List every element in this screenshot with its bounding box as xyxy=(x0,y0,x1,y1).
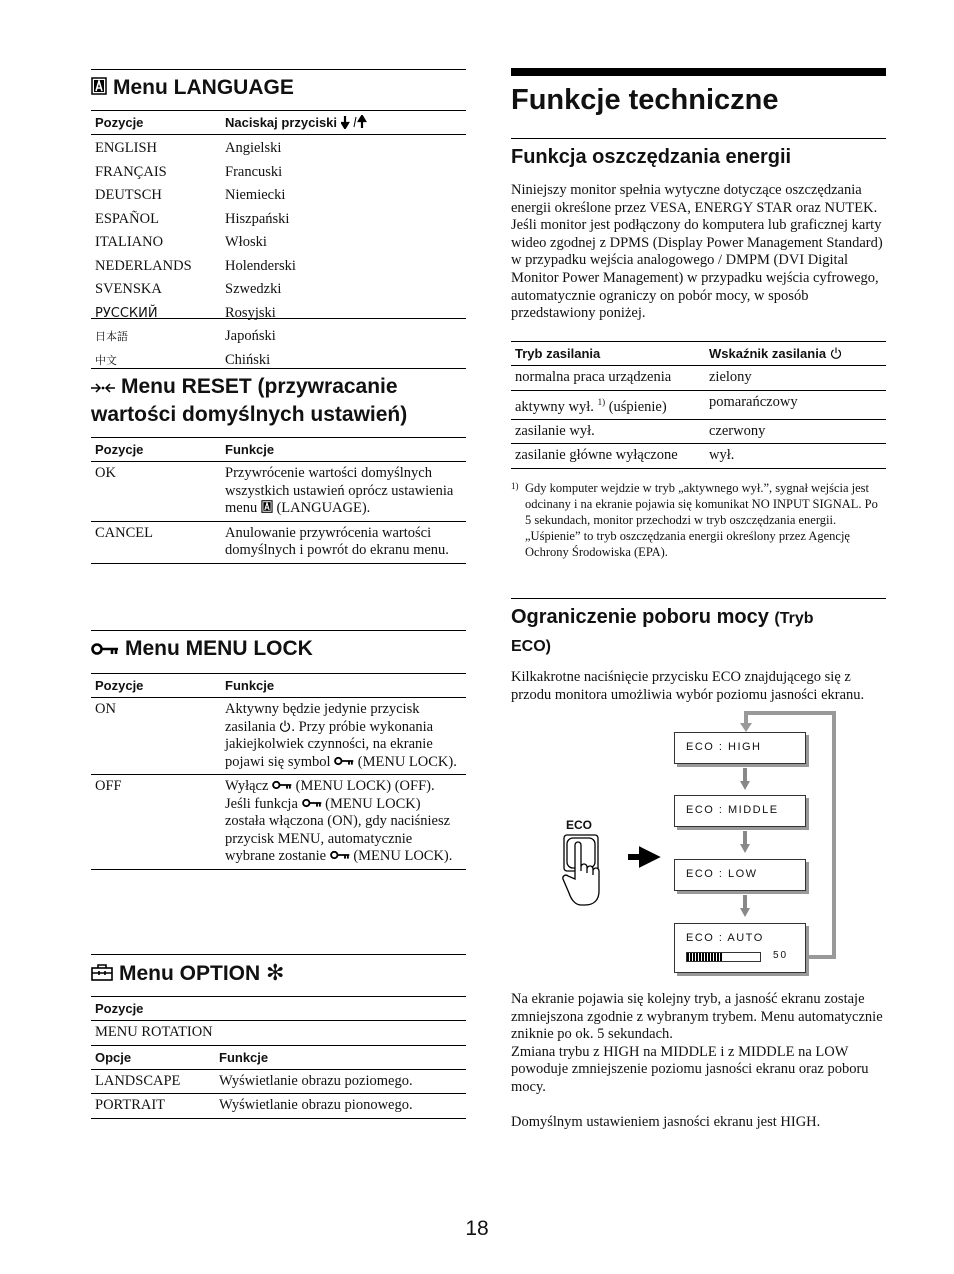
eco-section-title: Ograniczenie poboru mocy (Tryb ECO) xyxy=(511,598,886,660)
table-row: ITALIANO Włoski xyxy=(95,234,267,250)
table-row: ENGLISH Angielski xyxy=(95,140,282,156)
key-icon xyxy=(302,798,322,808)
power-mode-table xyxy=(511,341,886,469)
key-icon xyxy=(91,636,119,663)
language-col-buttons: Naciskaj przyciski xyxy=(221,111,466,135)
reset-col-functions: Funkcje xyxy=(221,438,466,462)
table-row: DEUTSCH Niemiecki xyxy=(95,187,286,203)
menulock-col-items: Pozycje xyxy=(91,674,221,698)
table-row: CANCEL Anulowanie przywrócenia wartości domyślnych i powrót do ekranu menu. xyxy=(91,521,466,563)
page-number: 18 xyxy=(465,1217,489,1240)
osd-eco-auto: ECO : AUTO 50 xyxy=(674,923,806,973)
table-row: zasilanie wył. czerwony xyxy=(511,419,886,444)
table-row: 日本語 Japoński xyxy=(95,328,276,344)
toolbox-icon xyxy=(91,961,113,988)
menulock-section-title: Menu MENU LOCK xyxy=(91,630,466,663)
table-row: aktywny wył. $^{1)}$ (uśpienie) pomarańczowy xyxy=(511,390,886,419)
osd-eco-middle: ECO : MIDDLE xyxy=(674,795,806,827)
table-row: LANDSCAPE Wyświetlanie obrazu poziomego. xyxy=(91,1069,466,1094)
key-icon xyxy=(272,780,292,790)
energy-paragraph: Niniejszy monitor spełnia wytyczne dotyczące oszczędzania energii określone przez VESA, ENERGY STAR oraz NUTEK. Jeśli monitor jest podłączony do komputera lub graficznej karty wideo zgodnej z DPMS (Display Power Management Standard) w przypadku wejścia analogowego / DMPM (DVI Digital Monitor Power Management) w przypadku wejścia cyfrowego, automatycznie ograniczy on pobór mocy, w sposób przedstawiony poniżej. xyxy=(511,182,883,322)
option-col-items: Pozycje xyxy=(91,997,466,1021)
arrow-down-icon xyxy=(740,908,750,917)
energy-section-title: Funkcja oszczędzania energii xyxy=(511,138,886,170)
language-table xyxy=(91,110,466,372)
power-col-indicator: Wskaźnik zasilania xyxy=(705,342,886,366)
table-row: NEDERLANDS Holenderski xyxy=(95,257,296,274)
table-row: zasilanie główne wyłączone wył. xyxy=(511,444,886,469)
arrow-down-up-icon xyxy=(341,115,367,129)
table-row: SVENSKA Szwedzki xyxy=(95,281,282,297)
language-icon xyxy=(261,500,273,513)
option-section-title: Menu OPTION ✻ xyxy=(91,954,466,988)
asterisk-icon: ✻ xyxy=(266,960,285,985)
table-row: PORTRAIT Wyświetlanie obrazu pionowego. xyxy=(91,1094,466,1119)
table-row: 中文 Chiński xyxy=(95,351,271,368)
menulock-table xyxy=(91,673,466,870)
power-col-mode: Tryb zasilania xyxy=(511,342,705,366)
option-table xyxy=(91,996,466,1119)
table-row: ON Aktywny będzie jedynie przycisk zasilania . Przy próbie wykonania jakiejkolwiek czynności, na ekranie pojawi się symbol (MENU LOCK). xyxy=(91,698,466,775)
option-col-functions: Funkcje xyxy=(215,1045,466,1069)
arrow-down-icon xyxy=(740,781,750,790)
brightness-bar xyxy=(686,952,761,962)
finger-pressing-icon xyxy=(561,833,611,915)
table-row: OFF Wyłącz (MENU LOCK) (OFF). Jeśli funkcja (MENU LOCK) została włączona (ON), gdy naciśniesz przycisk MENU, automatycznie wybrane zostanie (MENU LOCK). xyxy=(91,775,466,870)
key-icon xyxy=(334,756,354,766)
eco-paragraph: Kilkakrotne naciśnięcie przycisku ECO znajdującego się z przodu monitora umożliwia wybór poziomu jasności ekranu. xyxy=(511,669,865,703)
key-icon xyxy=(330,850,350,860)
power-icon xyxy=(279,720,291,732)
table-row: FRANÇAIS Francuski xyxy=(95,163,283,180)
power-icon xyxy=(830,347,842,359)
arrow-down-icon xyxy=(740,844,750,853)
table-row: MENU ROTATION xyxy=(95,1024,213,1040)
page-title: Funkcje techniczne xyxy=(511,68,886,117)
eco-diagram xyxy=(511,705,889,995)
eco-button-label: ECO xyxy=(566,818,593,832)
option-col-options: Opcje xyxy=(91,1045,215,1069)
osd-eco-high: ECO : HIGH xyxy=(674,732,806,764)
table-row: ESPAÑOL Hiszpański xyxy=(95,210,290,227)
language-icon xyxy=(91,75,107,102)
language-section-title: Menu LANGUAGE xyxy=(91,69,466,102)
reset-col-items: Pozycje xyxy=(91,438,221,462)
table-row: normalna praca urządzenia zielony xyxy=(511,366,886,391)
reset-section-title: Menu RESET (przywracanie wartości domyślnych ustawień) xyxy=(91,368,466,428)
menulock-col-functions: Funkcje xyxy=(221,674,466,698)
table-row: OK Przywrócenie wartości domyślnych wszystkich ustawień oprócz ustawienia menu (LANGUAGE). xyxy=(91,462,466,522)
reset-table xyxy=(91,437,466,564)
language-table-end xyxy=(91,318,466,319)
reset-icon xyxy=(91,374,115,401)
table-row: РУССКИЙ Rosyjski xyxy=(95,304,276,321)
language-col-items: Pozycje xyxy=(91,111,221,135)
eco-after-paragraph: Na ekranie pojawia się kolejny tryb, a jasność ekranu zostaje zmniejszona zgodnie z wybranym trybem. Menu automatycznie zniknie po ok. 5 sekundach. Zmiana trybu z HIGH na MIDDLE i z MIDDLE na LOW powoduje zmniejszenie poziomu jasności ekranu oraz poboru mocy. Domyślnym ustawieniem jasności ekranu jest HIGH. xyxy=(511,991,883,1130)
footnote: 1) Gdy komputer wejdzie w tryb „aktywnego wył.”, sygnał wejścia jest odcinany i na ekranie pojawia się komunikat NO INPUT SIGNAL. Po 5 sekundach, monitor przechodzi w tryb oszczędzania energii. „Uśpienie” to tryb oszczędzania energii określony przez Agencję Ochrony Środowiska (EPA). xyxy=(511,481,878,559)
osd-eco-low: ECO : LOW xyxy=(674,859,806,891)
